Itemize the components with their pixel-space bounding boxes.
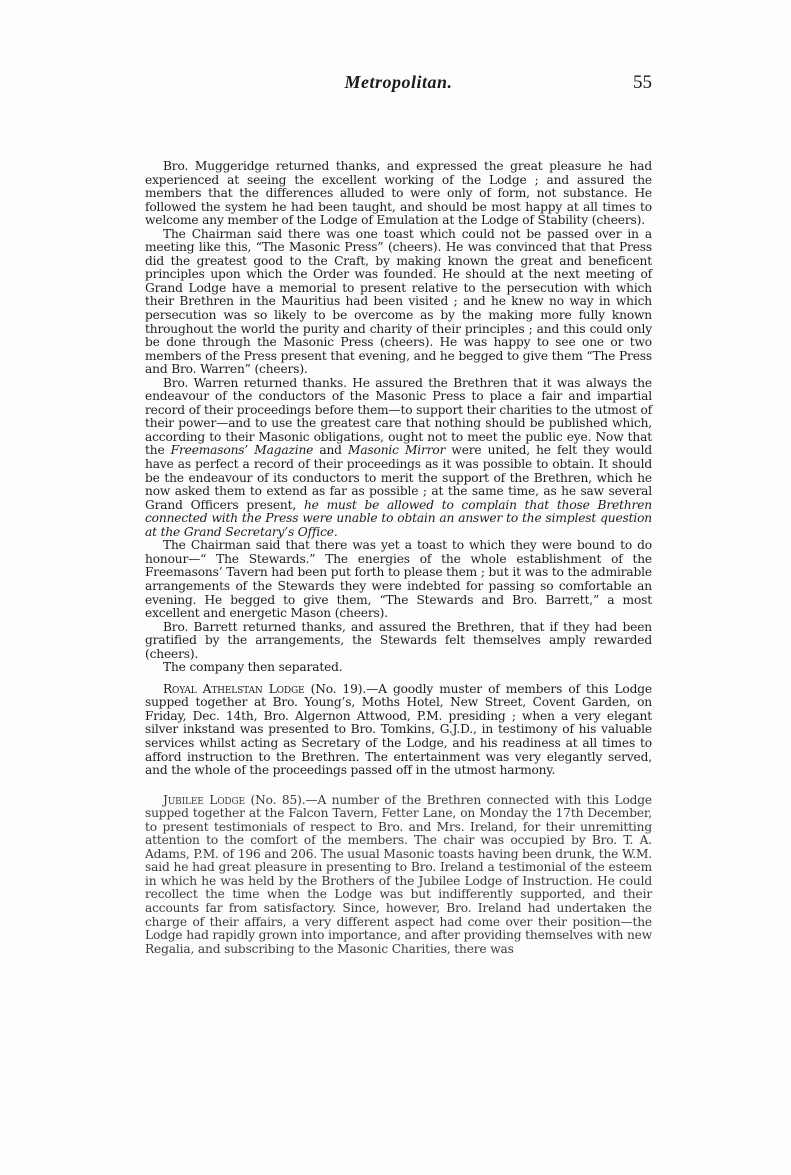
italic-title-freemasons-magazine: Freemasons’ Magazine — [170, 443, 314, 458]
lodge-name-heading: Royal Athelstan Lodge — [163, 681, 305, 696]
article-body — [145, 160, 652, 956]
page-header — [145, 72, 652, 102]
paragraph-warren — [145, 377, 652, 540]
paragraph-text: (No. 85).—A number of the Brethren connected with this Lodge supped together at the Falcon Tavern, Fetter Lane, on Monday the 17th December, to present testimonials of respect to Bro. and Mrs. Ireland, for their unremitting attention to the comfort of the members. The chair was occupied by Bro. T. A. Adams, P.M. of 196 and 206. The usual Masonic toasts having been drunk, the W.M. said he had great pleasure in presenting to Bro. Ireland a testimonial of the esteem in which he was held by the Brothers of the Jubilee Lodge of Instruction. He could recollect the time when the Lodge was but indifferently supported, and their accounts far from satisfactory. Since, however, Bro. Ireland had undertaken the charge of their affairs, a very different aspect had come over their position—the Lodge had rapidly grown into importance, and after providing themselves with new Regalia, and subscribing to the Masonic Charities, there was — [145, 792, 652, 956]
paragraph-text: Bro. Muggeridge returned thanks, and expressed the great pleasure he had experienced at seeing the excellent working of the Lodge ; and assured the members that the differences alluded to were only of form, not substance. He followed the system he had been taught, and should be most happy at all times to welcome any member of the Lodge of Emulation at the Lodge of Stability (cheers). — [145, 159, 652, 228]
paragraph-text: (No. 19).—A goodly muster of members of this Lodge supped together at Bro. Young’s, Moths Hotel, New Street, Covent Garden, on Friday, Dec. 14th, Bro. Algernon Attwood, P.M. presiding ; when a very elegant silver inkstand was presented to Bro. Tomkins, G.J.D., in testimony of his valuable services whilst acting as Secretary of the Lodge, and his readiness at all times to afford instruction to the Brethren. The entertainment was very elegantly served, and the whole of the proceedings passed off in the utmost harmony. — [145, 681, 652, 778]
paragraph-text: Bro. Barrett returned thanks, and assured the Brethren, that if they had been gratified by the arrangements, the Stewards felt themselves amply rewarded (cheers). — [145, 619, 652, 661]
paragraph-muggeridge — [145, 160, 652, 228]
paragraph-text: were united, he felt they would have as perfect a record of their proceedings as it was possible to obtain. It should be the endeavour of its conductors to merit the support of the Brethren, which he now asked them to extend as far as possible ; at the same time, as he saw several Grand Officers present, — [145, 443, 652, 512]
paragraph-text: The company then separated. — [163, 660, 343, 675]
italic-title-masonic-mirror: Masonic Mirror — [347, 443, 446, 458]
paragraph-chairman-press — [145, 228, 652, 377]
paragraph-barrett — [145, 621, 652, 662]
running-title: Metropolitan. — [344, 72, 453, 92]
paragraph-stewards — [145, 539, 652, 620]
page-number: 55 — [633, 72, 652, 93]
paragraph-text: The Chairman said that there was yet a toast to which they were bound to do honour—“ The Stewards.” The energies of the whole establishment of the Freemasons’ Tavern had been put forth to please them ; but it was to the admirable arrangements of the Stewards they were indebted for passing so comfortable an evening. He begged to give them, “The Stewards and Bro. Barrett,” a most excellent and energetic Mason (cheers). — [145, 538, 652, 621]
paragraph-separated — [145, 661, 652, 675]
paragraph-jubilee — [145, 794, 652, 957]
lodge-name-heading: Jubilee Lodge — [163, 792, 245, 807]
paragraph-text: The Chairman said there was one toast which could not be passed over in a meeting like this, “The Masonic Press” (cheers). He was convinced that that Press did the greatest good to the Craft, by making known the great and beneficent principles upon which the Order was founded. He should at the next meeting of Grand Lodge have a memorial to present relative to the persecution with which their Brethren in the Mauritius had been visited ; and he knew no way in which persecution was so likely to be overcome as by the making more fully known throughout the world the purity and charity of their principles ; and this could only be done through the Masonic Press (cheers). He was happy to see one or two members of the Press present that evening, and he begged to give them “The Press and Bro. Warren” (cheers). — [145, 226, 652, 377]
paragraph-text: and — [313, 443, 348, 458]
paragraph-royal-athelstan — [145, 683, 652, 778]
italic-complaint: he must be allowed to complain that those Brethren connected with the Press were unable to obtain an answer to the simplest question at the Grand Secretary’s Office. — [145, 497, 652, 539]
paragraph-text: Bro. Warren returned thanks. He assured the Brethren that it was always the endeavour of the conductors of the Masonic Press to place a fair and impartial record of their proceedings before them—to support their charities to the utmost of their power—and to use the greatest care that nothing should be published which, according to their Masonic obligations, ought not to meet the public eye. Now that the — [145, 375, 652, 458]
